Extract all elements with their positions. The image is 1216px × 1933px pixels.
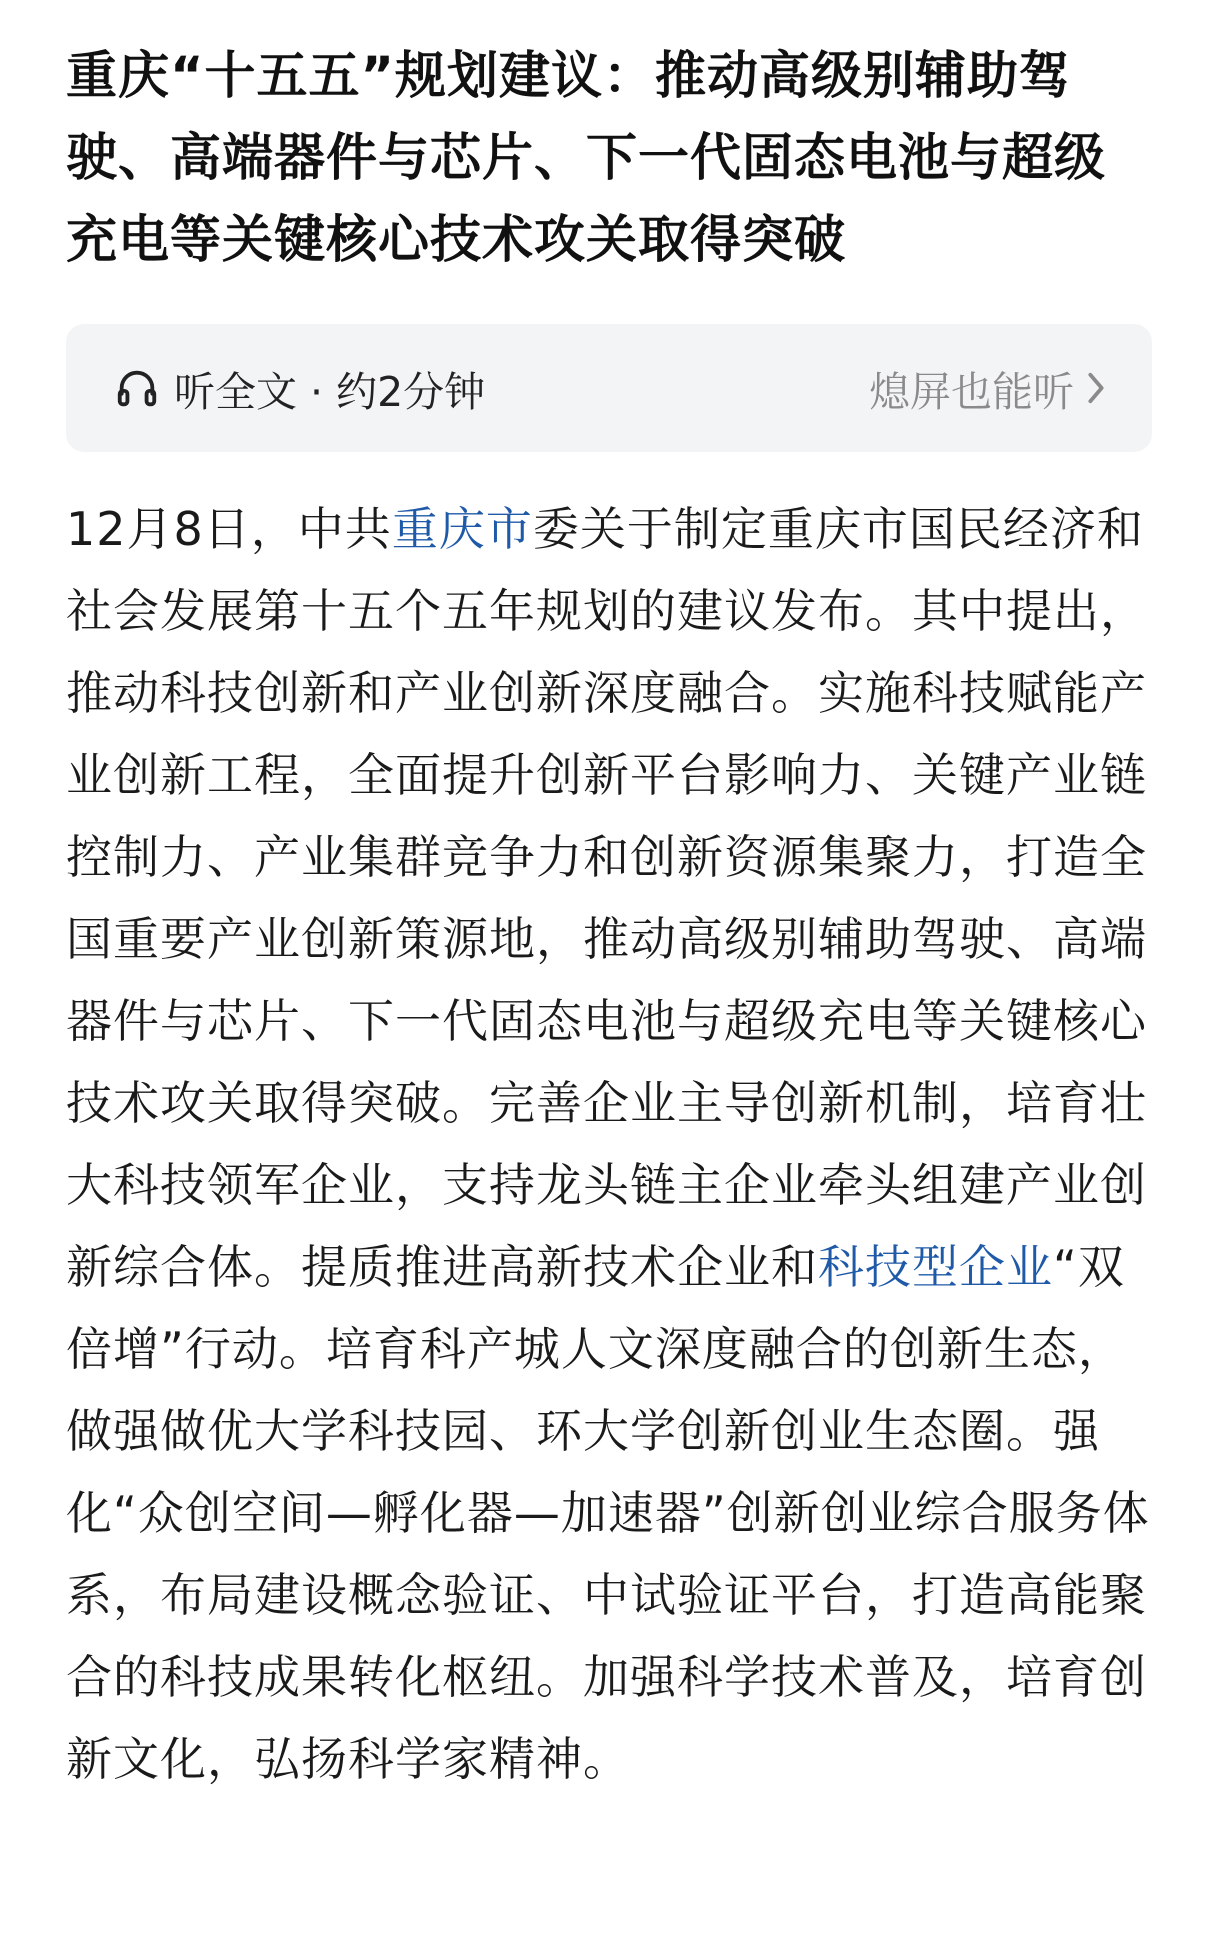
chevron-right-icon	[1086, 371, 1106, 405]
listen-full-text-button[interactable]	[114, 359, 485, 418]
article	[66, 36, 1152, 1800]
body-text-segment: 12月8日，中共	[66, 502, 392, 556]
chongqing-city-link[interactable]: 重庆市	[391, 502, 533, 556]
body-text-segment: “双倍增”行动。培育科产城人文深度融合的创新生态，做强做优大学科技园、环大学创新创业生态圈。强化“众创空间—孵化器—加速器”创新创业综合服务体系，布局建设概念验证、中试验证平台，打造高能聚合的科技成果转化枢纽。加强科学技术普及，培育创新文化，弘扬科学家精神。	[66, 1240, 1150, 1786]
screen-off-listen-button[interactable]	[869, 359, 1106, 418]
body-text-segment: 委关于制定重庆市国民经济和社会发展第十五个五年规划的建议发布。其中提出，推动科技创新和产业创新深度融合。实施科技赋能产业创新工程，全面提升创新平台影响力、关键产业链控制力、产业集群竞争力和创新资源集聚力，打造全国重要产业创新策源地，推动高级别辅助驾驶、高端器件与芯片、下一代固态电池与超级充电等关键核心技术攻关取得突破。完善企业主导创新机制，培育壮大科技领军企业，支持龙头链主企业牵头组建产业创新综合体。提质推进高新技术企业和	[66, 502, 1147, 1294]
listen-full-text-bar[interactable]	[66, 324, 1152, 452]
article-body	[66, 488, 1152, 1800]
article-title: 重庆“十五五”规划建议：推动高级别辅助驾驶、高端器件与芯片、下一代固态电池与超级充电等关键核心技术攻关取得突破	[66, 47, 1107, 270]
screen-off-listen-label: 熄屏也能听	[869, 367, 1074, 416]
tech-enterprise-link[interactable]: 科技型企业	[818, 1240, 1053, 1294]
headphone-icon	[114, 365, 160, 411]
listen-duration-label: 听全文 · 约2分钟	[174, 367, 486, 416]
